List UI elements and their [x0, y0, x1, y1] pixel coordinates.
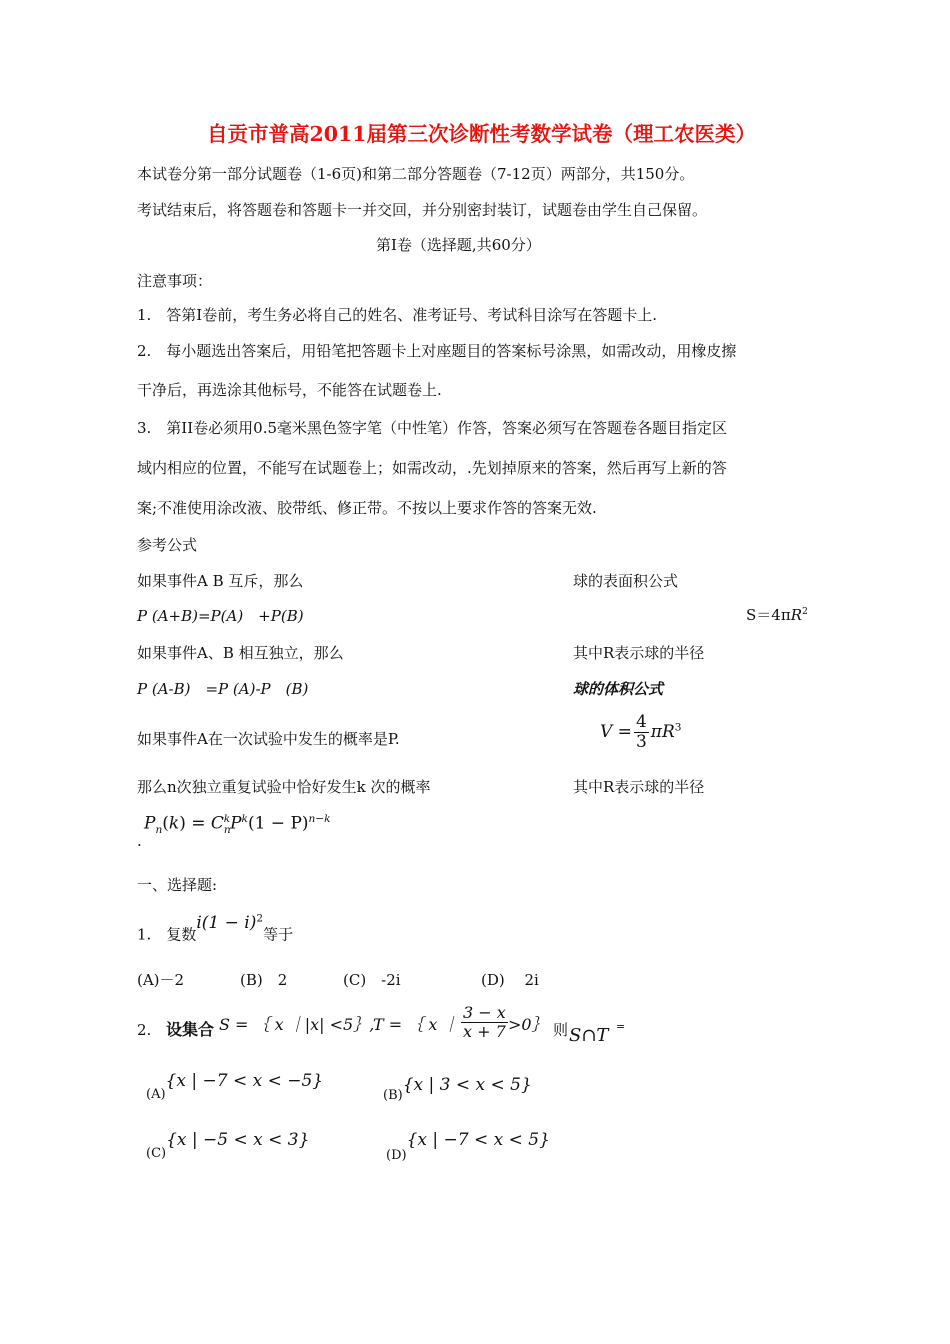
intro-line-2: 考试结束后，将答题卷和答题卡一并交回，并分别密封装订，试题卷由学生自己保留。	[137, 201, 708, 219]
note-2-cont: 干净后，再选涂其他标号，不能答在试题卷上.	[137, 381, 442, 399]
formula-heading: 参考公式	[137, 536, 198, 554]
sphere-area-title: 球的表面积公式	[573, 572, 679, 590]
note-3-cont-2: 案;不准使用涂改液、胶带纸、修正带。不按以上要求作答的答案无效.	[137, 499, 597, 517]
binomial-formula: $P_n(k) = C_n^kP^k(1 - P)^{n-k}$	[144, 813, 331, 837]
intro-line-1: 本试卷分第一部分试题卷（1-6页)和第二部分答题卷（7-12页）两部分，共150分。	[137, 165, 695, 183]
radius-note-2: 其中R表示球的半径	[573, 778, 705, 796]
q1-option-a: (A)－2	[137, 971, 185, 989]
q2-option-d: (D){x | −7 < x < 5}	[386, 1130, 550, 1163]
q2-option-b: (B){x | 3 < x < 5}	[383, 1075, 532, 1103]
trial-text: 如果事件A在一次试验中发生的概率是P.	[137, 730, 400, 748]
note-1: 1. 答第I卷前，考生务必将自己的姓名、准考证号、考试科目涂写在答题卡上.	[137, 306, 658, 324]
note-2: 2. 每小题选出答案后，用铅笔把答题卡上对座题目的答案标号涂黑，如需改动，用橡皮擦	[137, 342, 737, 360]
q1-stem: 1. 复数$i(1 - i)^2$等于	[137, 912, 294, 944]
q2-option-a: (A){x | −7 < x < −5}	[146, 1071, 324, 1102]
note-3-cont-1: 域内相应的位置，不能写在试题卷上；如需改动，.先划掉原来的答案，然后再写上新的答	[137, 459, 727, 477]
sphere-volume-formula: V = $\frac{4}{3}$ $\pi R^3$	[600, 712, 682, 752]
mc-heading: 一、选择题:	[137, 876, 218, 894]
q1-option-d: (D) 2i	[481, 971, 539, 989]
notes-heading: 注意事项：	[137, 272, 213, 290]
mutex-text: 如果事件A B 互斥，那么	[137, 572, 304, 590]
section1-title: 第I卷（选择题,共60分）	[376, 236, 541, 254]
note-3: 3. 第II卷必须用0.5毫米黑色签字笔（中性笔）作答，答案必须写在答题卷各题目指定区	[137, 419, 728, 437]
mutex-formula: P (A+B)=P(A) +P(B)	[137, 607, 304, 625]
independent-text: 如果事件A、B 相互独立，那么	[137, 644, 344, 662]
sphere-volume-title: 球的体积公式	[573, 680, 664, 698]
sphere-area-formula: $S=4\pi R^2$	[746, 606, 808, 624]
q1-option-c: (C) -2i	[343, 971, 401, 989]
radius-note-1: 其中R表示球的半径	[573, 644, 705, 662]
independent-formula: P (A-B) =P (A)-P (B)	[137, 680, 309, 698]
q1-option-b: (B) 2	[240, 971, 288, 989]
exam-title: 自贡市普高2011届第三次诊断性考数学试卷（理工农医类）	[207, 122, 757, 146]
n-trials-text: 那么n次独立重复试验中恰好发生k 次的概率	[137, 778, 431, 796]
q2-option-c: (C){x | −5 < x < 3}	[146, 1130, 310, 1161]
binomial-dot: .	[137, 832, 142, 850]
